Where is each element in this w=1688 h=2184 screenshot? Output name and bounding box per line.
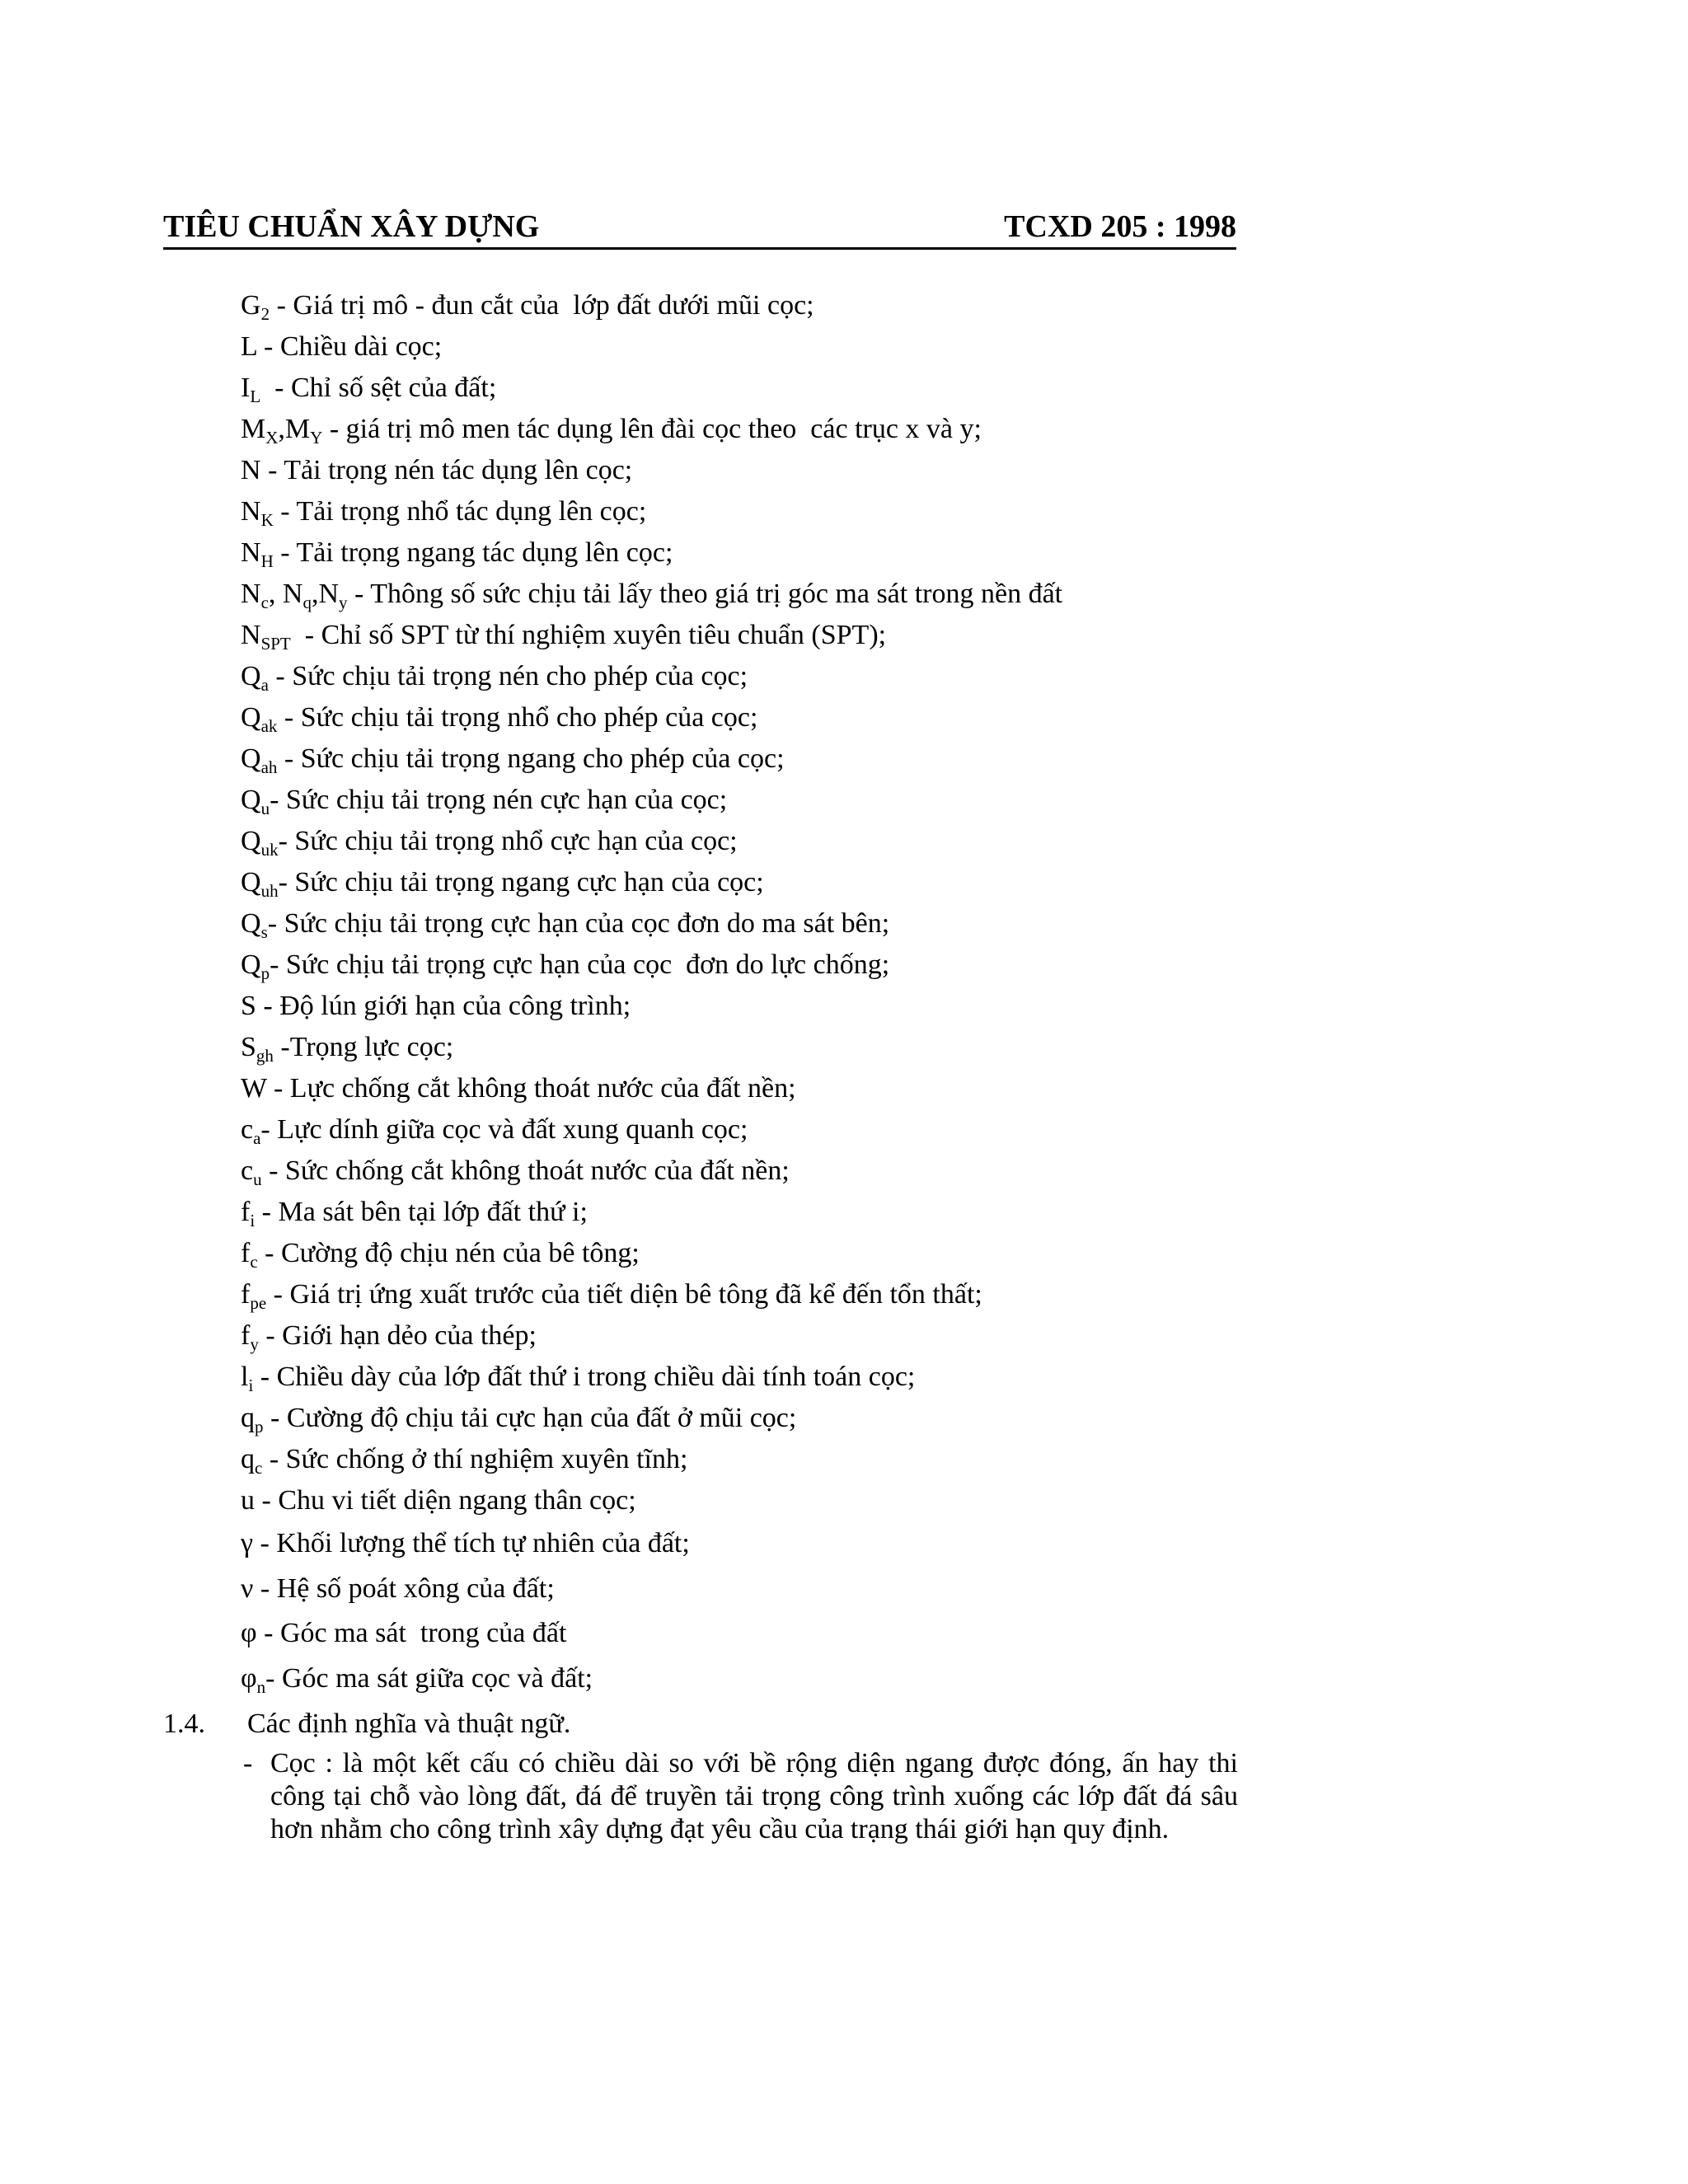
symbol-notation (241, 867, 279, 901)
symbol-item (241, 1274, 1238, 1315)
symbol-notation (241, 702, 278, 736)
symbol-item (241, 656, 1238, 697)
symbol-notation (241, 620, 291, 654)
symbol-item (241, 1439, 1238, 1480)
symbol-notation (241, 373, 261, 406)
symbol-subscript: X (265, 428, 279, 448)
symbol-letter: f (241, 1238, 251, 1268)
symbol-item (241, 1151, 1238, 1192)
symbol-notation (241, 1238, 258, 1272)
symbol-item (241, 450, 1238, 491)
symbol-description: - Chu vi tiết diện ngang thân cọc; (255, 1485, 636, 1516)
section-heading (163, 1704, 570, 1745)
symbol-description: - Chiều dài cọc; (256, 331, 443, 362)
symbol-notation (241, 1279, 267, 1313)
symbol-notation (241, 785, 270, 818)
symbol-letter: N (241, 496, 261, 527)
symbol-notation (241, 1155, 262, 1189)
symbol-item (241, 1315, 1238, 1357)
symbol-letter: Q (241, 743, 261, 774)
symbol-letter: q (241, 1444, 255, 1474)
symbol-description: - Góc ma sát giữa cọc và đất; (265, 1662, 593, 1694)
symbol-description: - Sức chống ở thí nghiệm xuyên tĩnh; (262, 1444, 688, 1474)
symbol-item (241, 986, 1238, 1027)
symbol-subscript: uh (260, 881, 279, 901)
symbol-letter: Q (241, 949, 261, 980)
symbol-letter: Q (241, 826, 261, 856)
symbol-description: - Cường độ chịu nén của bê tông; (257, 1238, 640, 1268)
symbol-description: - Sức chịu tải trọng cực hạn của cọc đơn do ma sát bên; (267, 908, 890, 939)
symbol-description: - Lực dính giữa cọc và đất xung quanh cọc; (260, 1114, 748, 1145)
symbol-subscript: n (256, 1676, 266, 1697)
symbol-notation (241, 1320, 259, 1354)
symbol-description: - Tải trọng nén tác dụng lên cọc; (260, 455, 633, 485)
symbol-letter: S (241, 991, 256, 1021)
symbol-description: - Sức chịu tải trọng nén cực hạn của cọc; (270, 785, 728, 815)
symbol-notation (241, 1361, 254, 1395)
symbol-subscript: L (250, 387, 261, 406)
symbol-letter: Q (241, 661, 261, 691)
symbol-letter: c (241, 1114, 254, 1145)
symbol-letter: φ (241, 1662, 257, 1694)
symbol-letter: f (241, 1320, 251, 1351)
symbol-letter: γ (241, 1528, 254, 1558)
definition-item (231, 1747, 1238, 1846)
symbol-letter: M (241, 414, 266, 444)
symbol-subscript: c (255, 1458, 263, 1478)
symbol-subscript: u (253, 1169, 262, 1189)
symbol-description: - Ma sát bên tại lớp đất thứ i; (255, 1197, 588, 1227)
symbol-letter: φ (241, 1618, 257, 1648)
symbol-item (241, 574, 1238, 615)
symbol-description: - Cường độ chịu tải cực hạn của đất ở mũi cọc; (263, 1403, 797, 1433)
symbol-description: - Thông số sức chịu tải lấy theo giá trị góc ma sát trong nền đất (347, 579, 1063, 609)
definition-text: Cọc : là một kết cấu có chiều dài so với bề rộng diện ngang được đóng, ấn hay thi công tại chỗ vào lòng đất, đá để truyền tải trọng công trình xuống các lớp đất đá sâu hơn nhằm cho công trình xây dựng đạt yêu cầu của trạng thái giới hạn quy định. (270, 1748, 1238, 1844)
symbol-letter: Q (241, 867, 261, 898)
symbol-letter: ,N (311, 579, 340, 609)
symbol-subscript: K (260, 510, 274, 530)
symbol-item (241, 944, 1238, 986)
symbol-item (241, 326, 1238, 368)
symbol-subscript: Y (310, 428, 323, 448)
symbol-notation (241, 949, 270, 983)
symbol-notation (241, 1573, 253, 1604)
symbol-letter: q (241, 1403, 255, 1433)
symbol-notation (241, 991, 256, 1021)
symbol-item (241, 368, 1238, 409)
header-standard-code: TCXD 205 : 1998 (1004, 209, 1236, 244)
symbol-notation (241, 1032, 274, 1066)
symbol-letter: ν (241, 1572, 254, 1604)
symbol-description: - Lực chống cắt không thoát nước của đất nền; (266, 1073, 796, 1104)
symbol-subscript: y (339, 593, 348, 612)
symbol-description: - Sức chịu tải trọng nén cho phép của cọc; (268, 661, 748, 691)
symbol-letter: f (241, 1197, 251, 1227)
symbol-letter: N (241, 455, 261, 485)
section-title: Các định nghĩa và thuật ngữ. (247, 1708, 571, 1739)
symbol-notation (241, 1485, 255, 1516)
symbol-subscript: H (260, 551, 274, 571)
symbol-notation (241, 743, 278, 777)
symbol-subscript: c (250, 1252, 258, 1272)
symbol-description: - Giá trị mô - đun cắt của lớp đất dưới mũi cọc; (270, 290, 814, 321)
symbol-subscript: a (260, 675, 269, 695)
symbol-item (241, 1192, 1238, 1233)
symbol-item (241, 780, 1238, 821)
symbol-item (241, 1657, 1238, 1702)
symbol-letter: N (241, 537, 261, 568)
symbol-description: - Giá trị ứng xuất trước của tiết diện bê tông đã kể đến tổn thất; (266, 1279, 982, 1310)
symbol-subscript: pe (250, 1293, 267, 1313)
symbol-item (241, 1567, 1238, 1612)
symbol-subscript: SPT (260, 634, 291, 654)
symbol-item (241, 1357, 1238, 1398)
symbol-item (241, 903, 1238, 944)
header-title: TIÊU CHUẨN XÂY DỰNG (163, 209, 540, 244)
symbol-notation (241, 1618, 257, 1648)
symbol-subscript: p (260, 963, 270, 983)
symbol-subscript: p (255, 1417, 264, 1436)
symbol-subscript: i (250, 1211, 256, 1230)
symbol-subscript: s (260, 922, 268, 942)
symbol-letter: I (241, 373, 251, 403)
symbol-description: -Trọng lực cọc; (273, 1032, 454, 1062)
symbol-letter: Q (241, 908, 261, 939)
symbol-description: - Chiều dày của lớp đất thứ i trong chiều dài tính toán cọc; (253, 1361, 916, 1392)
symbol-subscript: y (250, 1334, 259, 1354)
symbol-notation (241, 1073, 266, 1104)
symbol-description: - giá trị mô men tác dụng lên đài cọc theo các trục x và y; (322, 414, 982, 444)
symbol-notation (241, 1114, 261, 1148)
symbol-subscript: ak (260, 716, 278, 736)
symbol-letter: u (241, 1485, 255, 1516)
symbol-notation (241, 414, 323, 448)
symbol-list (241, 285, 1238, 1701)
symbol-letter: W (241, 1073, 267, 1104)
symbol-description: - Sức chịu tải trọng ngang cực hạn của cọc; (278, 867, 764, 898)
symbol-item (241, 1521, 1238, 1567)
symbol-notation (241, 826, 279, 860)
symbol-item (241, 615, 1238, 656)
symbol-notation (241, 496, 274, 530)
symbol-letter: Q (241, 785, 261, 815)
symbol-subscript: 2 (260, 304, 270, 324)
symbol-notation (241, 331, 257, 362)
symbol-letter: f (241, 1279, 251, 1310)
symbol-letter: c (241, 1155, 254, 1186)
symbol-letter: L (241, 331, 257, 362)
symbol-item (241, 1109, 1238, 1151)
symbol-description: - Tải trọng nhổ tác dụng lên cọc; (273, 496, 647, 527)
definition-list (231, 1747, 1238, 1846)
symbol-letter: ,M (278, 414, 311, 444)
symbol-notation (241, 455, 261, 485)
symbol-notation (241, 1403, 264, 1436)
symbol-notation (241, 908, 268, 942)
symbol-item (241, 1398, 1238, 1439)
symbol-item (241, 285, 1238, 326)
symbol-description: - Sức chịu tải trọng cực hạn của cọc đơn do lực chống; (270, 949, 890, 980)
symbol-description: - Sức chịu tải trọng nhổ cực hạn của cọc; (278, 826, 738, 856)
symbol-item (241, 821, 1238, 862)
symbol-notation (241, 1444, 263, 1478)
symbol-letter: l (241, 1361, 249, 1392)
symbol-subscript: i (248, 1376, 254, 1395)
symbol-subscript: ah (260, 757, 278, 777)
symbol-subscript: u (260, 799, 270, 818)
symbol-notation (241, 1197, 256, 1230)
symbol-letter: N (241, 620, 261, 650)
symbol-item (241, 1480, 1238, 1521)
symbol-letter: G (241, 290, 261, 321)
symbol-letter: N (241, 579, 261, 609)
symbol-item (241, 697, 1238, 738)
symbol-subscript: q (302, 593, 312, 612)
symbol-notation (241, 661, 269, 695)
section-number: 1.4. (163, 1708, 205, 1739)
symbol-description: - Chỉ số sệt của đất; (260, 373, 497, 403)
symbol-item (241, 532, 1238, 574)
symbol-notation (241, 537, 274, 571)
definition-bullet: - (243, 1748, 253, 1779)
symbol-description: - Hệ số poát xông của đất; (253, 1572, 555, 1604)
symbol-subscript: c (260, 593, 269, 612)
symbol-letter: S (241, 1032, 256, 1062)
symbol-description: - Khối lượng thể tích tự nhiên của đất; (253, 1528, 690, 1558)
symbol-description: - Góc ma sát trong của đất (256, 1618, 567, 1648)
symbol-subscript: gh (256, 1046, 274, 1066)
symbol-subscript: uk (260, 840, 279, 860)
symbol-description: - Sức chịu tải trọng ngang cho phép của cọc; (277, 743, 785, 774)
symbol-letter: , N (268, 579, 303, 609)
symbol-item (241, 1611, 1238, 1657)
symbol-subscript: a (253, 1128, 261, 1148)
symbol-description: - Tải trọng ngang tác dụng lên cọc; (273, 537, 673, 568)
page-header (163, 206, 1236, 250)
symbol-description: - Sức chống cắt không thoát nước của đất nền; (261, 1155, 790, 1186)
symbol-item (241, 491, 1238, 532)
symbol-letter: Q (241, 702, 261, 733)
symbol-item (241, 1027, 1238, 1068)
symbol-notation (241, 290, 270, 324)
symbol-item (241, 1233, 1238, 1274)
symbol-description: - Sức chịu tải trọng nhổ cho phép của cọc; (277, 702, 758, 733)
symbol-item (241, 1068, 1238, 1109)
symbol-item (241, 409, 1238, 450)
symbol-notation (241, 1662, 266, 1697)
symbol-notation (241, 1528, 253, 1558)
symbol-notation (241, 579, 348, 612)
symbol-description: - Giới hạn dẻo của thép; (258, 1320, 537, 1351)
symbol-description: - Chỉ số SPT từ thí nghiệm xuyên tiêu chuẩn (SPT); (290, 620, 887, 650)
symbol-description: - Độ lún giới hạn của công trình; (256, 991, 631, 1021)
symbol-item (241, 738, 1238, 780)
symbol-item (241, 862, 1238, 903)
